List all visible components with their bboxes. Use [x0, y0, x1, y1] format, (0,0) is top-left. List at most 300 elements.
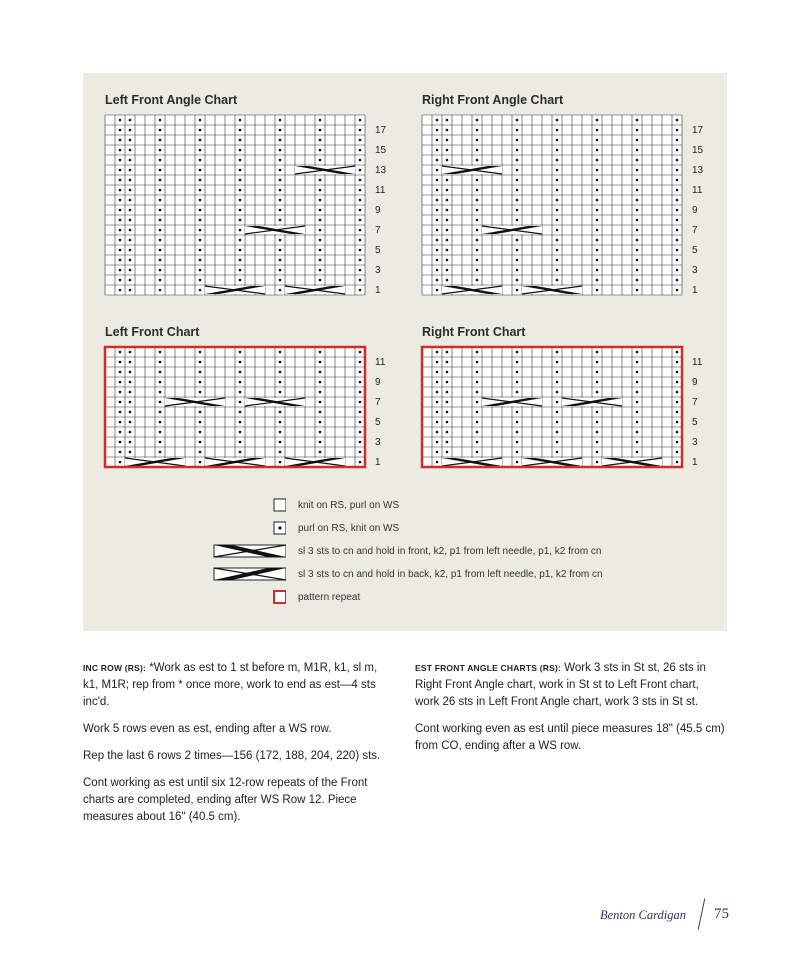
row-number-label: 7	[692, 397, 698, 408]
purl-dot	[279, 279, 282, 282]
row-number-label: 5	[375, 245, 381, 256]
purl-dot	[436, 169, 439, 172]
purl-dot	[556, 441, 559, 444]
inc-row-heading: INC ROW (RS):	[83, 663, 147, 673]
purl-dot	[556, 119, 559, 122]
purl-dot	[556, 149, 559, 152]
purl-dot	[119, 239, 122, 242]
purl-dot	[119, 139, 122, 142]
purl-dot	[636, 209, 639, 212]
legend-label-repeat: pattern repeat	[298, 592, 361, 603]
purl-dot	[359, 351, 362, 354]
purl-dot	[279, 259, 282, 262]
purl-dot	[436, 259, 439, 262]
right-front-angle-chart-title: Right Front Angle Chart	[422, 93, 564, 107]
purl-dot	[516, 149, 519, 152]
purl-dot	[319, 441, 322, 444]
pattern-repeat-icon	[210, 589, 286, 607]
purl-dot	[596, 269, 599, 272]
continue-paragraph: Cont working as est until six 12-row repeats of the Front charts are completed, ending after WS Row 12. Piece measures about 16" (40.5 cm).	[83, 777, 368, 823]
purl-dot	[676, 461, 679, 464]
purl-dot	[319, 239, 322, 242]
purl-dot	[239, 119, 242, 122]
purl-dot	[436, 229, 439, 232]
purl-dot	[199, 219, 202, 222]
purl-dot	[436, 209, 439, 212]
purl-dot	[596, 441, 599, 444]
purl-dot	[516, 159, 519, 162]
purl-dot	[359, 119, 362, 122]
purl-dot	[359, 361, 362, 364]
purl-dot	[556, 209, 559, 212]
purl-dot	[119, 159, 122, 162]
purl-dot	[676, 129, 679, 132]
legend-label-back-cross: sl 3 sts to cn and hold in back, k2, p1 from left needle, p1, k2 from cn	[298, 569, 603, 580]
purl-dot	[436, 401, 439, 404]
purl-dot	[436, 381, 439, 384]
purl-dot	[239, 199, 242, 202]
purl-dot	[129, 421, 132, 424]
purl-dot	[279, 169, 282, 172]
purl-dot	[319, 401, 322, 404]
purl-dot	[199, 149, 202, 152]
purl-dot	[676, 269, 679, 272]
purl-dot	[636, 451, 639, 454]
purl-dot	[359, 371, 362, 374]
legend-row-repeat	[210, 589, 650, 607]
purl-dot	[596, 391, 599, 394]
purl-dot	[436, 149, 439, 152]
purl-dot	[636, 169, 639, 172]
purl-dot	[279, 219, 282, 222]
purl-dot	[596, 421, 599, 424]
row-number-label: 3	[692, 265, 698, 276]
footer-divider	[698, 898, 706, 930]
purl-dot	[129, 139, 132, 142]
purl-dot	[556, 139, 559, 142]
purl-dot	[129, 159, 132, 162]
inc-row-text: *Work as est to 1 st before m, M1R, k1, sl m, k1, M1R; rep from * once more, work to end as est—4 sts inc'd.	[83, 662, 378, 708]
purl-dot	[446, 451, 449, 454]
purl-dot	[596, 119, 599, 122]
purl-dot	[636, 219, 639, 222]
page-number: 75	[714, 906, 729, 922]
purl-dot	[596, 179, 599, 182]
purl-dot	[119, 219, 122, 222]
purl-dot	[436, 289, 439, 292]
purl-dot	[199, 279, 202, 282]
row-number-label: 9	[375, 205, 381, 216]
left-front-angle-chart	[105, 115, 405, 297]
purl-dot	[279, 371, 282, 374]
purl-dot	[446, 239, 449, 242]
purl-dot	[129, 149, 132, 152]
purl-dot	[446, 229, 449, 232]
purl-dot	[359, 149, 362, 152]
purl-dot	[596, 371, 599, 374]
purl-dot	[436, 219, 439, 222]
purl-dot	[199, 451, 202, 454]
purl-dot	[279, 129, 282, 132]
purl-dot	[676, 411, 679, 414]
purl-dot	[516, 289, 519, 292]
purl-dot	[636, 441, 639, 444]
purl-dot	[319, 189, 322, 192]
purl-dot	[676, 279, 679, 282]
purl-dot	[239, 159, 242, 162]
purl-dot	[636, 189, 639, 192]
purl-dot	[159, 219, 162, 222]
purl-dot	[239, 259, 242, 262]
row-number-label: 17	[692, 125, 704, 136]
purl-dot	[129, 269, 132, 272]
purl-dot	[199, 441, 202, 444]
purl-dot	[436, 129, 439, 132]
purl-dot	[476, 269, 479, 272]
purl-dot	[199, 381, 202, 384]
purl-dot	[676, 351, 679, 354]
purl-dot	[476, 139, 479, 142]
purl-dot	[446, 371, 449, 374]
purl-dot	[556, 371, 559, 374]
purl-dot	[596, 229, 599, 232]
purl-dot	[159, 431, 162, 434]
purl-dot	[476, 361, 479, 364]
purl-dot	[199, 229, 202, 232]
purl-dot	[119, 149, 122, 152]
purl-dot	[199, 461, 202, 464]
purl-dot	[636, 391, 639, 394]
purl-dot	[319, 371, 322, 374]
purl-dot	[159, 361, 162, 364]
purl-dot	[199, 189, 202, 192]
purl-dot	[129, 259, 132, 262]
row-number-label: 7	[375, 225, 381, 236]
purl-dot	[239, 451, 242, 454]
purl-dot	[446, 279, 449, 282]
instructions-left-column	[83, 660, 393, 836]
purl-dot	[636, 431, 639, 434]
purl-dot	[476, 179, 479, 182]
purl-dot	[359, 401, 362, 404]
purl-dot	[239, 189, 242, 192]
purl-dot	[636, 289, 639, 292]
purl-dot	[476, 421, 479, 424]
purl-dot	[636, 139, 639, 142]
purl-dot	[556, 269, 559, 272]
purl-dot	[476, 219, 479, 222]
purl-dot	[516, 179, 519, 182]
purl-dot	[359, 239, 362, 242]
row-number-label: 9	[375, 377, 381, 388]
row-number-label: 1	[375, 457, 381, 468]
purl-dot	[436, 239, 439, 242]
purl-dot	[516, 209, 519, 212]
purl-dot	[119, 229, 122, 232]
purl-dot	[199, 361, 202, 364]
purl-dot	[199, 169, 202, 172]
purl-dot	[676, 361, 679, 364]
purl-dot	[446, 219, 449, 222]
purl-dot	[239, 229, 242, 232]
purl-dot	[676, 401, 679, 404]
purl-dot	[119, 169, 122, 172]
purl-dot	[119, 179, 122, 182]
purl-dot	[119, 129, 122, 132]
purl-dot	[199, 179, 202, 182]
purl-dot	[239, 279, 242, 282]
left-front-chart-title: Left Front Chart	[105, 325, 200, 339]
purl-dot	[199, 259, 202, 262]
purl-dot	[516, 421, 519, 424]
purl-dot	[516, 441, 519, 444]
purl-dot	[446, 259, 449, 262]
purl-dot	[239, 371, 242, 374]
purl-dot	[676, 169, 679, 172]
purl-dot	[279, 391, 282, 394]
row-number-label: 15	[692, 145, 704, 156]
purl-dot	[596, 411, 599, 414]
row-number-label: 3	[375, 437, 381, 448]
legend-label-knit: knit on RS, purl on WS	[298, 500, 400, 511]
purl-dot	[129, 431, 132, 434]
purl-dot	[119, 441, 122, 444]
purl-dot	[476, 279, 479, 282]
purl-dot	[129, 441, 132, 444]
purl-dot	[199, 289, 202, 292]
purl-dot	[279, 179, 282, 182]
purl-dot	[279, 289, 282, 292]
purl-dot	[556, 129, 559, 132]
purl-dot	[676, 431, 679, 434]
purl-dot	[129, 129, 132, 132]
purl-dot	[359, 461, 362, 464]
purl-dot	[129, 401, 132, 404]
purl-dot	[319, 381, 322, 384]
purl-dot	[676, 119, 679, 122]
purl-dot	[279, 119, 282, 122]
purl-dot	[436, 179, 439, 182]
purl-dot	[239, 249, 242, 252]
purl-dot	[359, 381, 362, 384]
purl-dot	[119, 119, 122, 122]
purl-dot	[359, 229, 362, 232]
purl-dot	[119, 279, 122, 282]
purl-dot	[516, 381, 519, 384]
purl-dot	[556, 451, 559, 454]
knit-square-icon	[210, 497, 286, 515]
purl-dot	[556, 199, 559, 202]
purl-dot	[596, 139, 599, 142]
purl-dot	[129, 361, 132, 364]
purl-dot	[676, 249, 679, 252]
purl-dot	[119, 371, 122, 374]
purl-dot	[159, 199, 162, 202]
purl-dot	[359, 139, 362, 142]
repeat-paragraph: Rep the last 6 rows 2 times—156 (172, 188, 204, 220) sts.	[83, 750, 381, 762]
purl-dot	[636, 361, 639, 364]
purl-dot	[319, 209, 322, 212]
purl-dot	[676, 441, 679, 444]
purl-dot	[476, 371, 479, 374]
purl-dot	[636, 381, 639, 384]
purl-dot	[446, 269, 449, 272]
row-number-label: 7	[375, 397, 381, 408]
purl-dot	[319, 129, 322, 132]
purl-dot	[119, 289, 122, 292]
purl-dot	[516, 431, 519, 434]
purl-dot	[199, 351, 202, 354]
purl-dot	[359, 269, 362, 272]
purl-dot	[676, 421, 679, 424]
purl-dot	[159, 381, 162, 384]
left-front-angle-chart-title: Left Front Angle Chart	[105, 93, 238, 107]
purl-dot	[516, 361, 519, 364]
purl-dot	[596, 199, 599, 202]
purl-dot	[636, 239, 639, 242]
purl-dot	[636, 401, 639, 404]
purl-dot	[556, 249, 559, 252]
purl-dot	[199, 421, 202, 424]
purl-dot	[516, 249, 519, 252]
row-number-label: 1	[692, 457, 698, 468]
purl-dot	[636, 411, 639, 414]
purl-dot	[239, 361, 242, 364]
purl-dot	[159, 169, 162, 172]
purl-dot	[159, 401, 162, 404]
purl-dot	[446, 209, 449, 212]
purl-dot	[119, 199, 122, 202]
purl-dot	[436, 451, 439, 454]
purl-dot	[319, 119, 322, 122]
purl-dot	[319, 159, 322, 162]
purl-dot	[516, 391, 519, 394]
purl-dot	[556, 179, 559, 182]
purl-dot	[319, 451, 322, 454]
legend-label-purl: purl on RS, knit on WS	[298, 523, 400, 534]
purl-dot	[596, 149, 599, 152]
work-even-paragraph: Work 5 rows even as est, ending after a WS row.	[83, 723, 332, 735]
purl-dot	[199, 431, 202, 434]
purl-dot	[279, 461, 282, 464]
purl-dot	[119, 189, 122, 192]
purl-dot	[636, 229, 639, 232]
purl-dot-icon	[210, 520, 286, 538]
purl-dot	[446, 179, 449, 182]
purl-dot	[159, 279, 162, 282]
purl-dot	[436, 431, 439, 434]
purl-dot	[319, 269, 322, 272]
purl-dot	[119, 209, 122, 212]
purl-dot	[436, 279, 439, 282]
row-number-label: 1	[375, 285, 381, 296]
row-number-label: 5	[692, 245, 698, 256]
purl-dot	[159, 239, 162, 242]
purl-dot	[129, 391, 132, 394]
purl-dot	[516, 129, 519, 132]
purl-dot	[436, 199, 439, 202]
purl-dot	[636, 199, 639, 202]
purl-dot	[556, 239, 559, 242]
purl-dot	[119, 269, 122, 272]
purl-dot	[319, 431, 322, 434]
purl-dot	[279, 431, 282, 434]
purl-dot	[159, 421, 162, 424]
purl-dot	[279, 269, 282, 272]
purl-dot	[319, 391, 322, 394]
purl-dot	[476, 451, 479, 454]
purl-dot	[129, 249, 132, 252]
front-cross-icon	[210, 543, 286, 561]
purl-dot	[446, 381, 449, 384]
purl-dot	[596, 431, 599, 434]
purl-dot	[119, 259, 122, 262]
purl-dot	[556, 361, 559, 364]
purl-dot	[159, 119, 162, 122]
purl-dot	[119, 451, 122, 454]
purl-dot	[279, 381, 282, 384]
purl-dot	[676, 371, 679, 374]
purl-dot	[129, 189, 132, 192]
purl-dot	[436, 361, 439, 364]
purl-dot	[319, 279, 322, 282]
purl-dot	[359, 259, 362, 262]
purl-dot	[279, 189, 282, 192]
purl-dot	[476, 381, 479, 384]
purl-dot	[596, 361, 599, 364]
purl-dot	[159, 209, 162, 212]
purl-dot	[119, 401, 122, 404]
right-front-angle-chart	[422, 115, 722, 297]
purl-dot	[359, 451, 362, 454]
purl-dot	[359, 159, 362, 162]
est-angle-heading: EST FRONT ANGLE CHARTS (RS):	[415, 663, 561, 673]
purl-dot	[119, 249, 122, 252]
row-number-label: 3	[375, 265, 381, 276]
purl-dot	[199, 139, 202, 142]
row-number-label: 15	[375, 145, 387, 156]
purl-dot	[516, 351, 519, 354]
purl-dot	[596, 451, 599, 454]
purl-dot	[129, 219, 132, 222]
purl-dot	[319, 411, 322, 414]
legend-row-back-cross	[210, 566, 650, 584]
purl-dot	[636, 129, 639, 132]
purl-dot	[239, 351, 242, 354]
purl-dot	[199, 269, 202, 272]
purl-dot	[159, 249, 162, 252]
purl-dot	[129, 209, 132, 212]
purl-dot	[129, 289, 132, 292]
purl-dot	[476, 351, 479, 354]
purl-dot	[436, 441, 439, 444]
purl-dot	[446, 199, 449, 202]
purl-dot	[676, 139, 679, 142]
purl-dot	[476, 259, 479, 262]
purl-dot	[446, 421, 449, 424]
purl-dot	[446, 431, 449, 434]
right-front-chart	[422, 347, 722, 469]
continue-even-paragraph: Cont working even as est until piece measures 18" (45.5 cm) from CO, ending after a WS row.	[415, 723, 725, 752]
purl-dot	[159, 269, 162, 272]
purl-dot	[476, 119, 479, 122]
row-number-label: 1	[692, 285, 698, 296]
purl-dot	[596, 279, 599, 282]
purl-dot	[319, 179, 322, 182]
purl-dot	[636, 421, 639, 424]
purl-dot	[159, 149, 162, 152]
purl-dot	[359, 209, 362, 212]
